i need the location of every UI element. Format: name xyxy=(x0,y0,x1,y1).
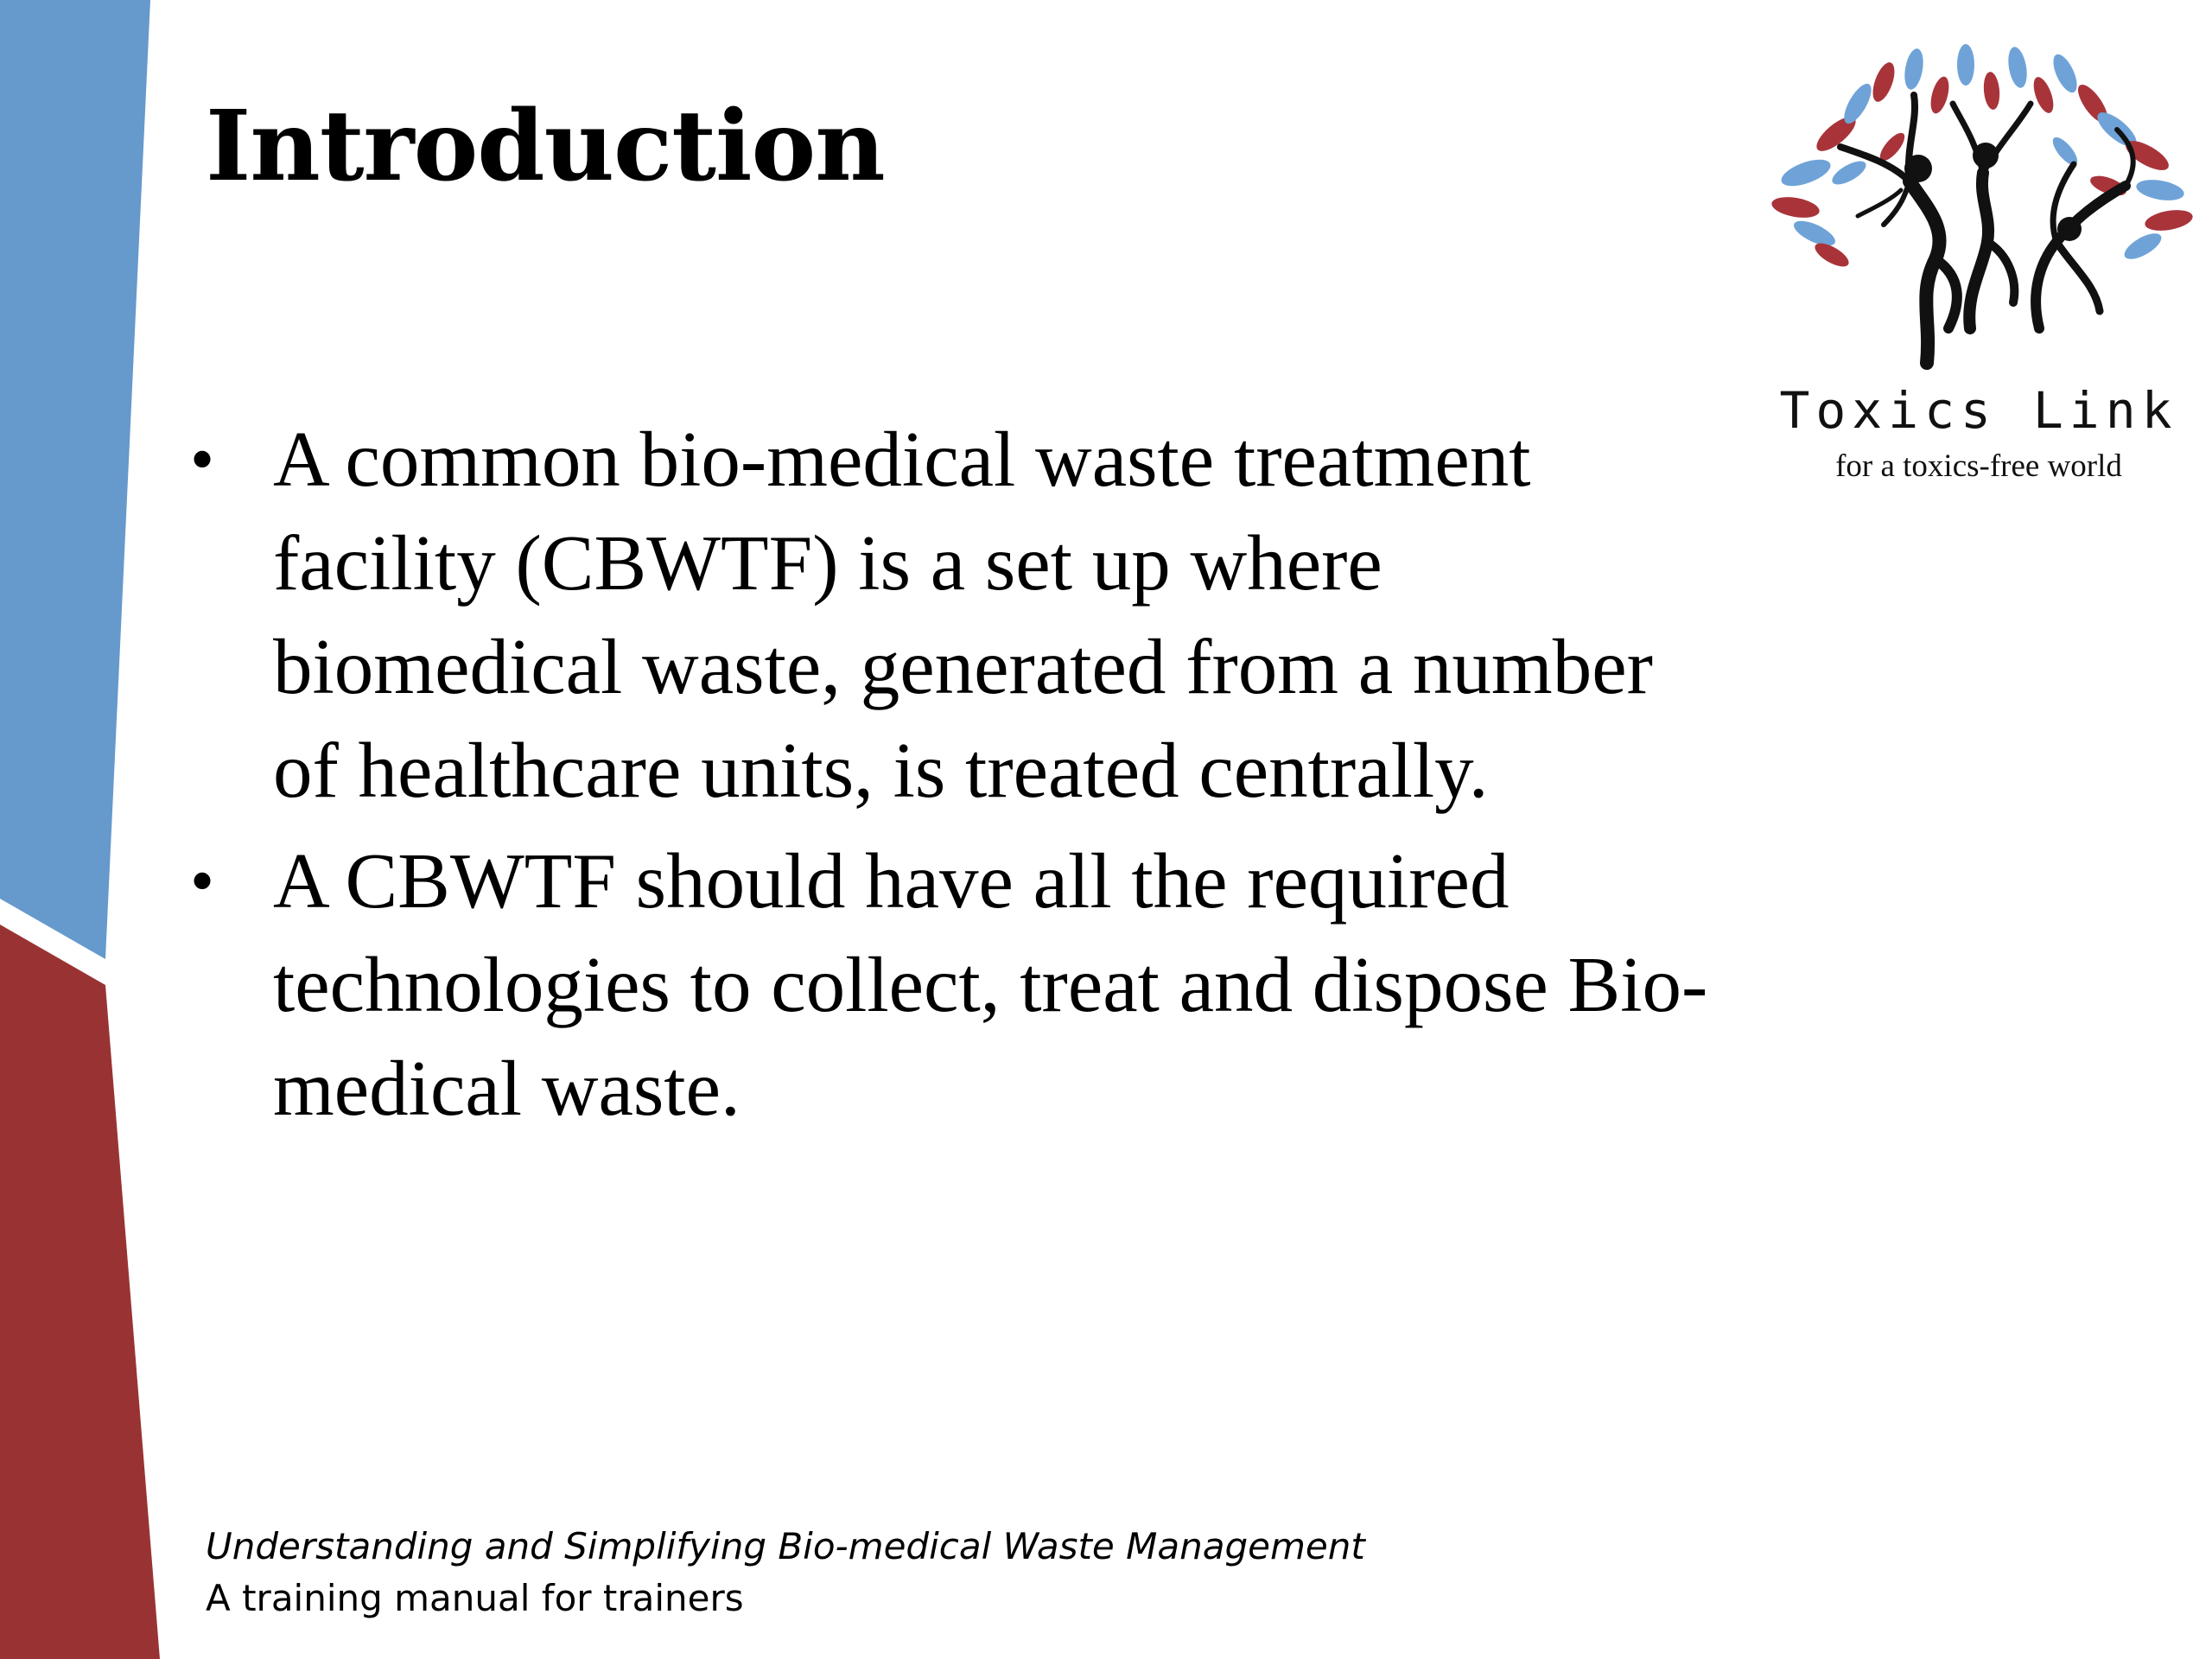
bullet-marker: • xyxy=(190,422,215,498)
bullet-item xyxy=(187,408,1733,823)
logo-name: Toxics Link xyxy=(1779,381,2178,440)
bullet-list xyxy=(187,408,1733,1147)
logo-figures xyxy=(1840,95,2133,363)
footer xyxy=(206,1521,1365,1624)
side-decoration xyxy=(0,0,173,1659)
footer-manual-subtitle: A training manual for trainers xyxy=(206,1577,744,1619)
tree-people-logo-icon xyxy=(1754,43,2203,380)
side-blue-band xyxy=(0,0,150,959)
bullet-item xyxy=(187,830,1733,1141)
footer-manual-title: Understanding and Simplifying Bio-medical Waste Management xyxy=(206,1525,1365,1567)
bullet-text: A CBWTF should have all the required technologies to collect, treat and dispose Bio- medical waste. xyxy=(273,837,1708,1132)
slide-title: Introduction xyxy=(206,90,885,203)
bullet-marker: • xyxy=(190,843,215,919)
logo-tagline: for a toxics-free world xyxy=(1835,448,2122,484)
bullet-text: A common bio-medical waste treatment facility (CBWTF) is a set up where biomedical waste, generated from a number of healthcare units, is treated centrally. xyxy=(273,416,1653,814)
toxics-link-logo xyxy=(1754,43,2203,493)
side-red-band xyxy=(0,925,160,1659)
